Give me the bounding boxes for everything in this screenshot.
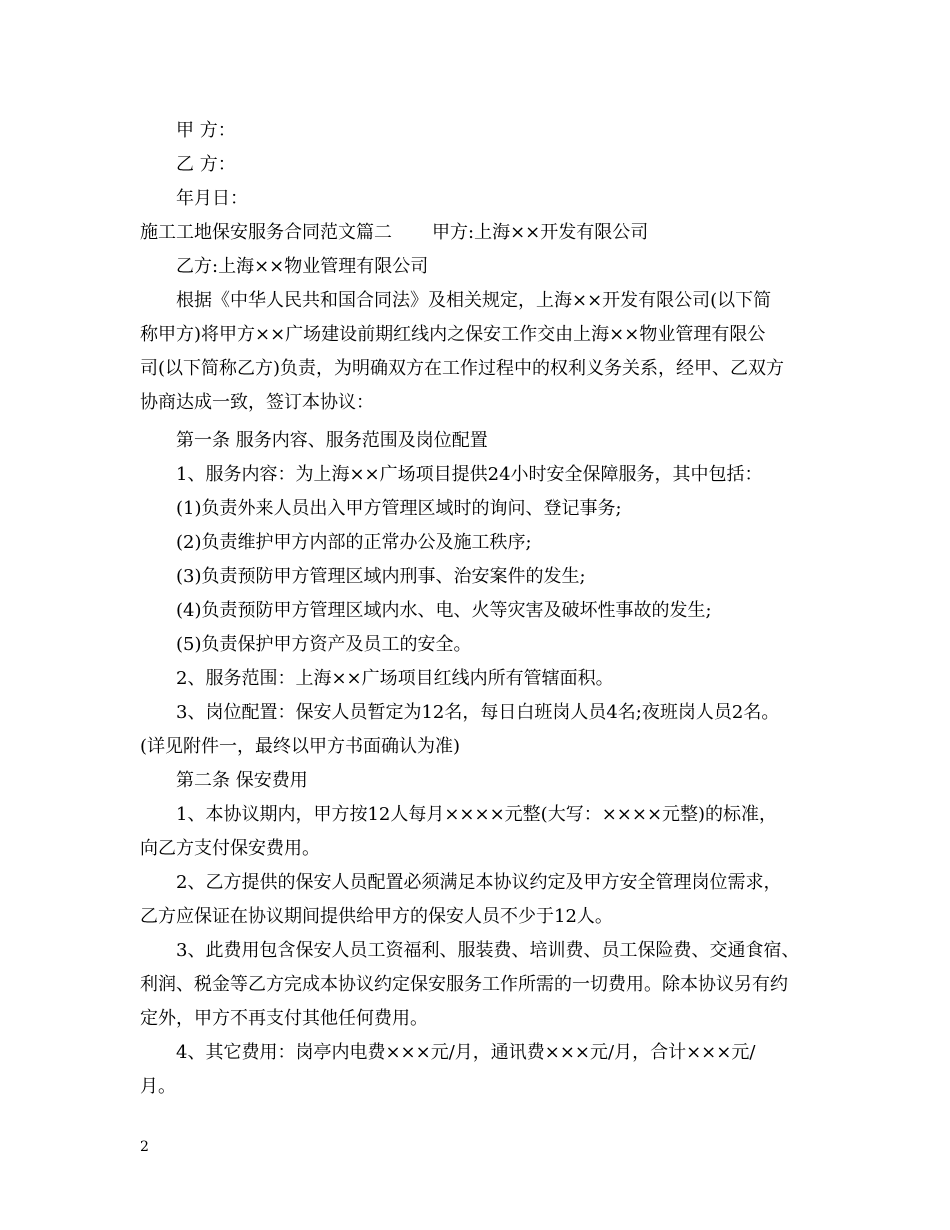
article-1-clause-3: 3、岗位配置：保安人员暂定为12名，每日白班岗人员4名;夜班岗人员2名。: [176, 702, 780, 723]
article-2-clause-3-line-1: 3、此费用包含保安人员工资福利、服装费、培训费、员工保险费、交通食宿、: [176, 940, 800, 961]
article-1-item-2: (2)负责维护甲方内部的正常办公及施工秩序;: [176, 532, 532, 553]
preamble-line-3: 司(以下简称乙方)负责，为明确双方在工作过程中的权利义务关系，经甲、乙双方: [140, 358, 785, 379]
article-1-heading: 第一条 服务内容、服务范围及岗位配置: [176, 430, 488, 451]
article-2-clause-4-line-2: 月。: [140, 1076, 176, 1097]
article-1-clause-1: 1、服务内容：为上海××广场项目提供24小时安全保障服务，其中包括：: [176, 464, 763, 485]
article-1-clause-3-note: (详见附件一，最终以甲方书面确认为准): [140, 736, 461, 757]
date-line: 年月日：: [176, 188, 248, 209]
article-1-item-3: (3)负责预防甲方管理区域内刑事、治安案件的发生;: [176, 566, 586, 587]
preamble-line-1: 根据《中华人民共和国合同法》及相关规定，上海××开发有限公司(以下简: [176, 290, 772, 311]
article-2-clause-2-line-1: 2、乙方提供的保安人员配置必须满足本协议约定及甲方安全管理岗位需求，: [176, 872, 782, 893]
article-2-clause-2-line-2: 乙方应保证在协议期间提供给甲方的保安人员不少于12人。: [140, 906, 613, 927]
party-b-name: 乙方:上海××物业管理有限公司: [176, 256, 429, 277]
article-2-clause-3-line-2: 利润、税金等乙方完成本协议约定保安服务工作所需的一切费用。除本协议另有约: [140, 974, 788, 995]
article-1-item-4: (4)负责预防甲方管理区域内水、电、火等灾害及破坏性事故的发生;: [176, 600, 712, 621]
article-1-item-5: (5)负责保护甲方资产及员工的安全。: [176, 634, 472, 655]
party-b-signature-line: 乙 方：: [176, 154, 236, 175]
article-2-heading: 第二条 保安费用: [176, 770, 308, 791]
preamble-line-2: 称甲方)将甲方××广场建设前期红线内之保安工作交由上海××物业管理有限公: [140, 324, 766, 345]
preamble-line-4: 协商达成一致，签订本协议：: [140, 392, 374, 413]
party-a-signature-line: 甲 方：: [176, 120, 236, 141]
article-2-clause-1-line-1: 1、本协议期内，甲方按12人每月××××元整(大写：××××元整)的标准，: [176, 804, 778, 825]
page-number: 2: [140, 1139, 149, 1155]
article-1-clause-2: 2、服务范围：上海××广场项目红线内所有管辖面积。: [176, 668, 614, 689]
article-2-clause-1-line-2: 向乙方支付保安费用。: [140, 838, 320, 859]
article-1-item-1: (1)负责外来人员出入甲方管理区域时的询问、登记事务;: [176, 498, 622, 519]
party-a-name: 甲方:上海××开发有限公司: [432, 222, 649, 243]
section-heading-line: [140, 221, 648, 245]
section-title: 施工工地保安服务合同范文篇二: [140, 222, 392, 243]
article-2-clause-3-line-3: 定外，甲方不再支付其他任何费用。: [140, 1008, 428, 1029]
article-2-clause-4-line-1: 4、其它费用：岗亭内电费×××元/月，通讯费×××元/月，合计×××元/: [176, 1042, 756, 1063]
